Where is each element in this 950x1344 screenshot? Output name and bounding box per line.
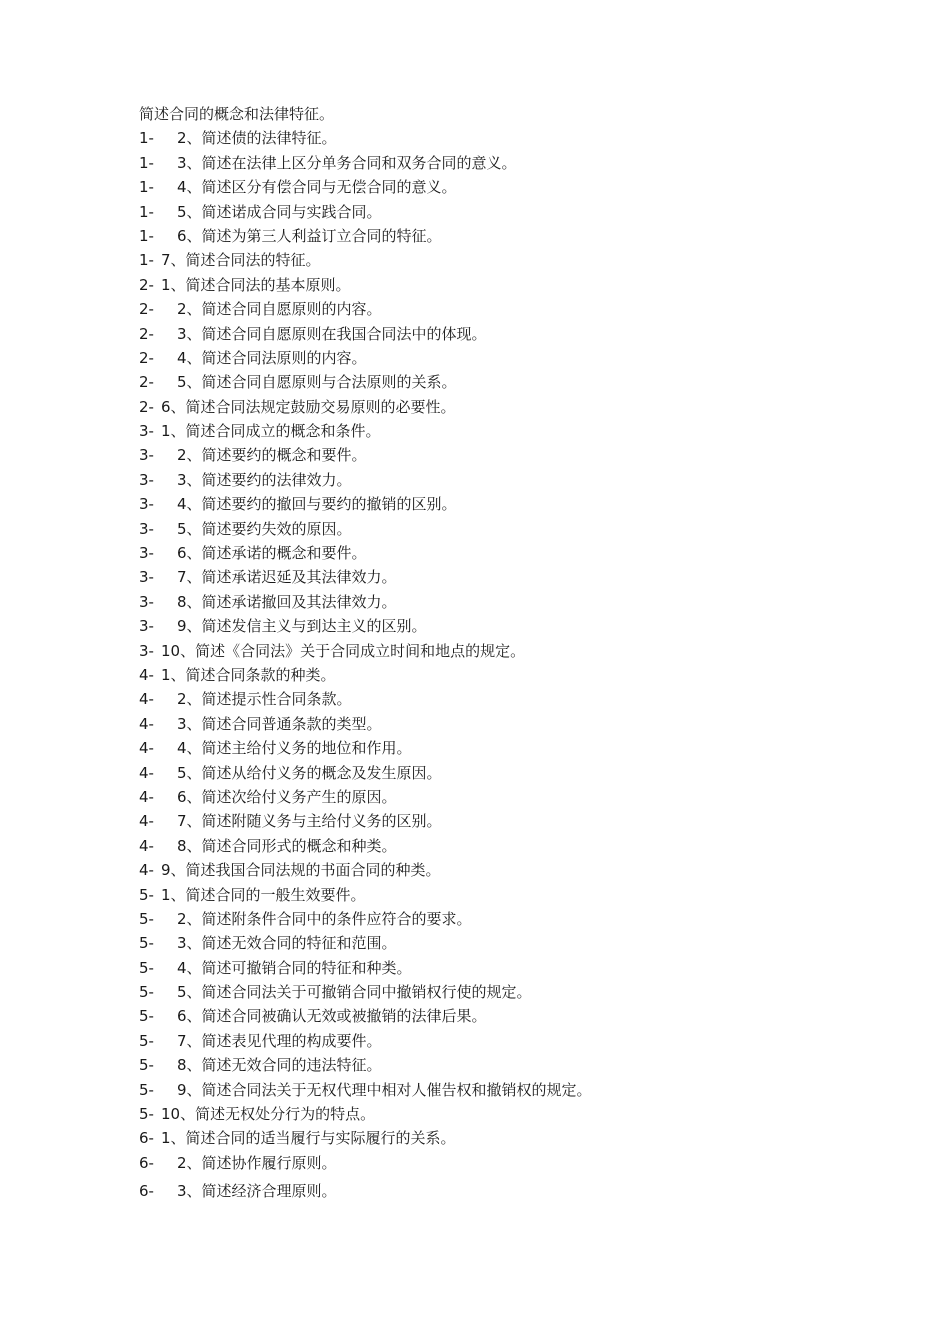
item-chapter-prefix: 2- [139,324,154,343]
item-chapter-prefix: 6- [139,1153,154,1172]
item-question-text: 10、简述《合同法》关于合同成立时间和地点的规定。 [161,641,526,660]
list-item [139,151,899,175]
list-item [139,126,899,150]
item-chapter-prefix: 1- [139,178,154,197]
item-question-text: 9、简述我国合同法规的书面合同的种类。 [161,861,441,880]
item-chapter-prefix: 3- [139,422,154,441]
item-question-text: 2、简述提示性合同条款。 [177,690,352,709]
item-chapter-prefix: 4- [139,690,154,709]
item-question-text: 5、简述要约失效的原因。 [177,519,352,538]
item-question-text: 5、简述合同自愿原则与合法原则的关系。 [177,373,457,392]
item-question-text: 5、简述诺成合同与实践合同。 [177,202,382,221]
item-question-text: 7、简述表见代理的构成要件。 [177,1031,382,1050]
document-body [139,102,899,1204]
list-item [139,834,899,858]
list-item [139,248,899,272]
item-chapter-prefix: 5- [139,1080,154,1099]
list-item [139,761,899,785]
item-chapter-prefix: 1- [139,153,154,172]
item-question-text: 6、简述承诺的概念和要件。 [177,544,367,563]
item-question-text: 4、简述合同法原则的内容。 [177,348,367,367]
item-question-text: 1、简述合同成立的概念和条件。 [161,422,381,441]
item-question-text: 8、简述合同形式的概念和种类。 [177,836,397,855]
item-question-text: 5、简述从给付义务的概念及发生原因。 [177,763,442,782]
item-question-text: 7、简述承诺迟延及其法律效力。 [177,568,397,587]
item-question-text: 2、简述附条件合同中的条件应符合的要求。 [177,909,472,928]
item-question-text: 8、简述承诺撤回及其法律效力。 [177,592,397,611]
item-chapter-prefix: 6- [139,1182,154,1201]
item-chapter-prefix: 4- [139,787,154,806]
item-chapter-prefix: 4- [139,665,154,684]
list-item [139,1053,899,1077]
item-question-text: 1、简述合同的一般生效要件。 [161,885,366,904]
item-question-text: 2、简述要约的概念和要件。 [177,446,367,465]
list-item [139,541,899,565]
item-chapter-prefix: 4- [139,739,154,758]
list-item [139,1126,899,1150]
item-chapter-prefix: 1- [139,251,154,270]
question-list [139,126,899,1203]
item-question-text: 3、简述经济合理原则。 [177,1182,337,1201]
item-chapter-prefix: 3- [139,495,154,514]
list-item [139,785,899,809]
list-item [139,883,899,907]
list-item [139,809,899,833]
item-question-text: 2、简述债的法律特征。 [177,129,337,148]
item-chapter-prefix: 3- [139,617,154,636]
item-question-text: 6、简述合同被确认无效或被撤销的法律后果。 [177,1007,487,1026]
item-question-text: 8、简述无效合同的违法特征。 [177,1056,382,1075]
item-chapter-prefix: 4- [139,714,154,733]
item-chapter-prefix: 3- [139,470,154,489]
item-question-text: 3、简述合同自愿原则在我国合同法中的体现。 [177,324,487,343]
item-chapter-prefix: 1- [139,226,154,245]
item-question-text: 5、简述合同法关于可撤销合同中撤销权行使的规定。 [177,983,532,1002]
item-question-text: 10、简述无权处分行为的特点。 [161,1105,376,1124]
list-item [139,907,899,931]
item-chapter-prefix: 5- [139,958,154,977]
item-chapter-prefix: 4- [139,861,154,880]
item-question-text: 4、简述可撤销合同的特征和种类。 [177,958,412,977]
list-item [139,492,899,516]
list-item [139,663,899,687]
list-item [139,395,899,419]
item-chapter-prefix: 5- [139,1031,154,1050]
item-chapter-prefix: 3- [139,592,154,611]
item-question-text: 7、简述附随义务与主给付义务的区别。 [177,812,442,831]
item-chapter-prefix: 5- [139,934,154,953]
item-question-text: 3、简述无效合同的特征和范围。 [177,934,397,953]
list-item [139,273,899,297]
item-question-text: 9、简述合同法关于无权代理中相对人催告权和撤销权的规定。 [177,1080,592,1099]
item-chapter-prefix: 5- [139,1056,154,1075]
item-chapter-prefix: 5- [139,909,154,928]
item-question-text: 6、简述为第三人利益订立合同的特征。 [177,226,442,245]
item-chapter-prefix: 3- [139,641,154,660]
list-item [139,614,899,638]
list-item [139,370,899,394]
item-chapter-prefix: 5- [139,983,154,1002]
item-chapter-prefix: 1- [139,202,154,221]
item-chapter-prefix: 5- [139,885,154,904]
list-item [139,1004,899,1028]
list-item [139,858,899,882]
item-question-text: 4、简述区分有偿合同与无偿合同的意义。 [177,178,457,197]
list-item [139,639,899,663]
item-chapter-prefix: 4- [139,812,154,831]
list-item [139,1078,899,1102]
document-title: 简述合同的概念和法律特征。 [139,105,335,123]
list-item [139,931,899,955]
item-question-text: 9、简述发信主义与到达主义的区别。 [177,617,427,636]
item-chapter-prefix: 2- [139,397,154,416]
item-question-text: 7、简述合同法的特征。 [161,251,321,270]
list-item [139,517,899,541]
list-item [139,590,899,614]
item-question-text: 6、简述次给付义务产生的原因。 [177,787,397,806]
item-chapter-prefix: 3- [139,519,154,538]
item-question-text: 3、简述合同普通条款的类型。 [177,714,382,733]
item-chapter-prefix: 4- [139,763,154,782]
list-item [139,443,899,467]
list-item [139,1151,899,1175]
item-chapter-prefix: 2- [139,275,154,294]
item-question-text: 3、简述要约的法律效力。 [177,470,352,489]
item-question-text: 1、简述合同的适当履行与实际履行的关系。 [161,1129,456,1148]
item-chapter-prefix: 2- [139,300,154,319]
list-item [139,346,899,370]
list-item [139,468,899,492]
item-chapter-prefix: 4- [139,836,154,855]
list-item [139,712,899,736]
item-question-text: 4、简述要约的撤回与要约的撤销的区别。 [177,495,457,514]
item-question-text: 1、简述合同法的基本原则。 [161,275,351,294]
item-chapter-prefix: 3- [139,544,154,563]
list-item [139,565,899,589]
item-chapter-prefix: 2- [139,373,154,392]
list-item [139,224,899,248]
item-question-text: 6、简述合同法规定鼓励交易原则的必要性。 [161,397,456,416]
list-item [139,297,899,321]
list-item [139,1029,899,1053]
item-question-text: 2、简述合同自愿原则的内容。 [177,300,382,319]
list-item [139,980,899,1004]
item-chapter-prefix: 2- [139,348,154,367]
item-question-text: 3、简述在法律上区分单务合同和双务合同的意义。 [177,153,517,172]
item-question-text: 1、简述合同条款的种类。 [161,665,336,684]
item-question-text: 4、简述主给付义务的地位和作用。 [177,739,412,758]
list-item [139,322,899,346]
list-item [139,1179,899,1203]
list-item [139,736,899,760]
list-item [139,956,899,980]
item-question-text: 2、简述协作履行原则。 [177,1153,337,1172]
list-item [139,419,899,443]
item-chapter-prefix: 5- [139,1007,154,1026]
item-chapter-prefix: 3- [139,446,154,465]
item-chapter-prefix: 6- [139,1129,154,1148]
item-chapter-prefix: 1- [139,129,154,148]
list-item [139,175,899,199]
item-chapter-prefix: 5- [139,1105,154,1124]
list-item [139,200,899,224]
list-item [139,1102,899,1126]
item-chapter-prefix: 3- [139,568,154,587]
list-item [139,687,899,711]
